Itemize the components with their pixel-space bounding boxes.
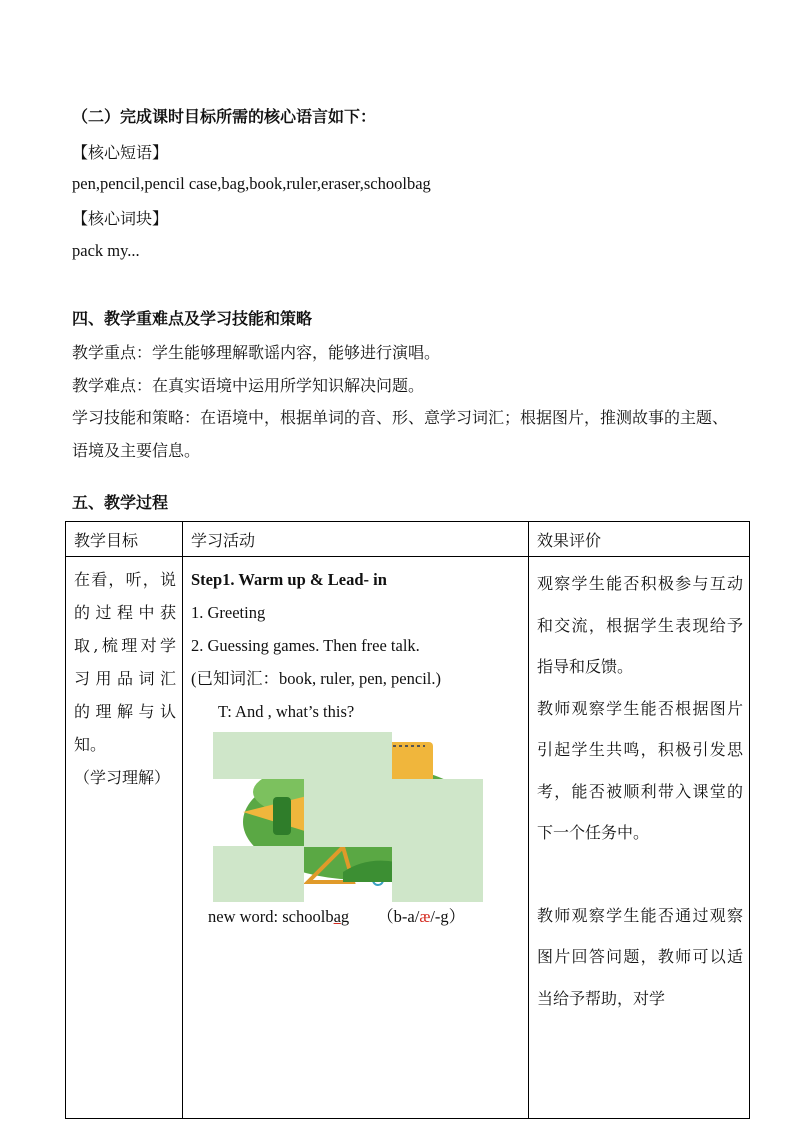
step-title: Step1. Warm up & Lead- in: [191, 570, 387, 589]
goal-line: 的理解与认: [74, 702, 176, 721]
evaluation-paragraph: 教师观察学生能否根据图片引起学生共鸣，积极引发思考，能否被顺利带入课堂的下一个任务中。: [537, 698, 743, 842]
phonics-prefix: （b-a/: [377, 907, 420, 926]
section5-heading: 五、教学过程: [72, 493, 169, 512]
goal-tag: （学习理解）: [74, 768, 171, 787]
core-phrases-label: 【核心短语】: [72, 143, 169, 162]
header-goal: 教学目标: [66, 522, 183, 557]
new-word-highlight: a: [333, 907, 341, 926]
goal-cell: [66, 557, 183, 1119]
cover-tile: [304, 779, 483, 847]
goal-line: 知。: [74, 735, 107, 754]
activity-item: 2. Guessing games. Then free talk.: [191, 636, 420, 655]
core-phrases-text: pen,pencil,pencil case,bag,book,ruler,eraser,schoolbag: [72, 174, 431, 193]
teaching-process-table: [65, 521, 750, 1119]
new-word-suffix: g: [340, 907, 350, 926]
cover-tile: [213, 846, 304, 902]
teaching-difficulty: 教学难点：在真实语境中运用所学知识解决问题。: [72, 376, 425, 395]
table-row: [66, 557, 750, 1119]
header-activity: 学习活动: [183, 522, 529, 557]
phonics-highlight: æ: [419, 907, 431, 926]
learning-skills: 学习技能和策略：在语境中，根据单词的音、形、意学习词汇；根据图片，推测故事的主题、语境及主要信息。: [72, 408, 729, 460]
section4-heading: 四、教学重难点及学习技能和策略: [72, 309, 313, 328]
phonics-suffix: /-g）: [430, 907, 466, 926]
teaching-focus: 教学重点：学生能够理解歌谣内容，能够进行演唱。: [72, 343, 441, 362]
cover-tile: [213, 732, 392, 779]
new-word-prefix: new word: schoolb: [208, 907, 334, 926]
activity-item: (已知词汇：book, ruler, pen, pencil.): [191, 669, 441, 688]
schoolbag-picture: [213, 732, 483, 902]
table-header-row: [66, 522, 750, 557]
goal-line: 在看，听，说: [74, 570, 176, 589]
section2-heading: （二）完成课时目标所需的核心语言如下：: [72, 107, 377, 126]
cover-tile: [392, 846, 483, 902]
goal-line: 的过程中获: [74, 603, 176, 622]
core-chunks-label: 【核心词块】: [72, 209, 169, 228]
activity-item: 1. Greeting: [191, 603, 266, 622]
goal-line: 习用品词汇: [74, 669, 176, 688]
teacher-line: T: And , what’s this?: [218, 702, 355, 721]
new-word-line: [191, 900, 524, 933]
core-chunks-text: pack my...: [72, 241, 140, 260]
header-evaluation: 效果评价: [529, 522, 750, 557]
evaluation-paragraph: 教师观察学生能否通过观察图片回答问题，教师可以适当给予帮助，对学: [537, 905, 743, 1008]
evaluation-cell: [529, 557, 750, 1119]
goal-line: 取,梳理对学: [74, 636, 176, 655]
evaluation-paragraph: 观察学生能否积极参与互动和交流，根据学生表现给予指导和反馈。: [537, 574, 743, 676]
activity-cell: [183, 557, 529, 1119]
